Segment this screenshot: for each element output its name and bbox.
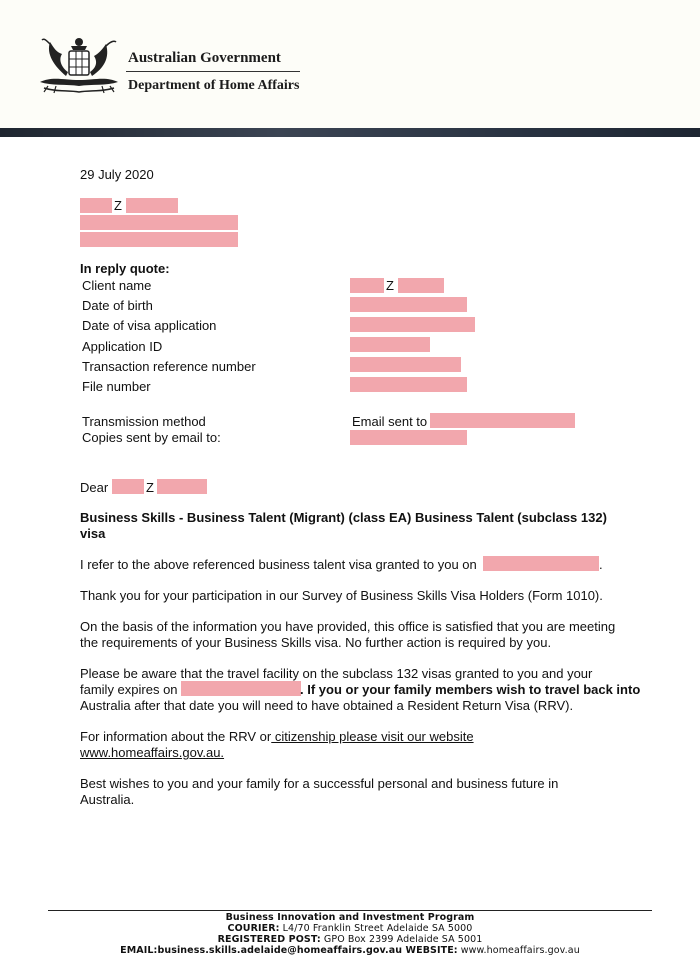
redaction bbox=[126, 198, 178, 213]
website-link[interactable]: www.homeaffairs.gov.au. bbox=[80, 745, 225, 760]
paragraph-3-line1: On the basis of the information you have provided, this office is satisfied that you are meeting bbox=[80, 619, 616, 634]
program-name: Business Innovation and Investment Program bbox=[225, 912, 475, 923]
paragraph-4-line3: Australia after that date you will need to have obtained a Resident Return Visa (RRV). bbox=[80, 698, 574, 713]
paragraph-4-line2-start: family expires on bbox=[80, 682, 178, 697]
redaction bbox=[483, 556, 599, 571]
redaction bbox=[80, 215, 238, 230]
email-address[interactable]: business.skills.adelaide@homeaffairs.gov.au bbox=[157, 945, 403, 956]
paragraph-3-line2: the requirements of your Business Skills visa. No further action is required by you. bbox=[80, 635, 552, 650]
government-name: Australian Government bbox=[128, 50, 281, 66]
redaction bbox=[350, 317, 475, 332]
salutation-initial: Z bbox=[146, 480, 154, 495]
field-label-client-name: Client name bbox=[82, 278, 152, 293]
redaction bbox=[157, 479, 207, 494]
header-divider bbox=[126, 71, 300, 72]
redaction bbox=[181, 681, 301, 696]
paragraph-2: Thank you for your participation in our Survey of Business Skills Visa Holders (Form 1010). bbox=[80, 588, 603, 603]
field-label-dob: Date of birth bbox=[82, 298, 153, 313]
salutation: Dear bbox=[80, 480, 109, 495]
redaction bbox=[350, 357, 461, 372]
department-name: Department of Home Affairs bbox=[128, 78, 300, 93]
field-label-application-id: Application ID bbox=[82, 339, 163, 354]
field-label-file-number: File number bbox=[82, 379, 151, 394]
paragraph-1-end: . bbox=[599, 557, 603, 572]
footer-divider bbox=[48, 910, 652, 911]
post-label: REGISTERED POST: bbox=[217, 934, 321, 945]
citizenship-link[interactable]: citizenship please visit our website bbox=[271, 729, 474, 744]
email-label: EMAIL: bbox=[120, 945, 158, 956]
copies-label: Copies sent by email to: bbox=[82, 430, 221, 445]
subject-line: Business Skills - Business Talent (Migrant) (class EA) Business Talent (subclass 132) bbox=[80, 510, 607, 525]
redaction bbox=[350, 430, 467, 445]
courier-label: COURIER: bbox=[227, 923, 280, 934]
header-band bbox=[0, 128, 700, 137]
redaction bbox=[112, 479, 144, 494]
paragraph-5-line1 bbox=[80, 729, 474, 745]
field-label-visa-application: Date of visa application bbox=[82, 318, 217, 333]
transmission-value: Email sent to bbox=[352, 414, 428, 429]
reply-quote-title: In reply quote: bbox=[80, 261, 170, 276]
redaction bbox=[80, 232, 238, 247]
paragraph-4-line1: Please be aware that the travel facility on the subclass 132 visas granted to you and your bbox=[80, 666, 593, 681]
redaction bbox=[430, 413, 575, 428]
paragraph-4-line2-end: . If you or your family members wish to travel back into bbox=[300, 682, 641, 697]
addressee-initial: Z bbox=[114, 198, 122, 213]
paragraph-1: I refer to the above referenced business talent visa granted to you on bbox=[80, 557, 477, 572]
courier-address: L4/70 Franklin Street Adelaide SA 5000 bbox=[279, 923, 473, 934]
post-address: GPO Box 2399 Adelaide SA 5001 bbox=[320, 934, 483, 945]
redaction bbox=[80, 198, 112, 213]
redaction bbox=[350, 278, 384, 293]
footer-program bbox=[0, 912, 700, 923]
redaction bbox=[350, 377, 467, 392]
letter-date: 29 July 2020 bbox=[80, 167, 154, 182]
redaction bbox=[350, 337, 430, 352]
footer-contact bbox=[0, 945, 700, 956]
redaction bbox=[398, 278, 444, 293]
website-address[interactable]: www.homeaffairs.gov.au bbox=[457, 945, 580, 956]
paragraph-6-line1: Best wishes to you and your family for a successful personal and business future in bbox=[80, 776, 559, 791]
transmission-label: Transmission method bbox=[82, 414, 206, 429]
website-label: WEBSITE: bbox=[402, 945, 458, 956]
redaction bbox=[350, 297, 467, 312]
field-label-transaction-ref: Transaction reference number bbox=[82, 359, 256, 374]
paragraph-5-text: For information about the RRV or bbox=[80, 729, 272, 744]
subject-line-cont: visa bbox=[80, 526, 106, 541]
footer-post bbox=[0, 934, 700, 945]
field-value-client-name: Z bbox=[386, 278, 394, 293]
coat-of-arms-icon bbox=[36, 36, 122, 98]
paragraph-6-line2: Australia. bbox=[80, 792, 135, 807]
footer-courier bbox=[0, 923, 700, 934]
